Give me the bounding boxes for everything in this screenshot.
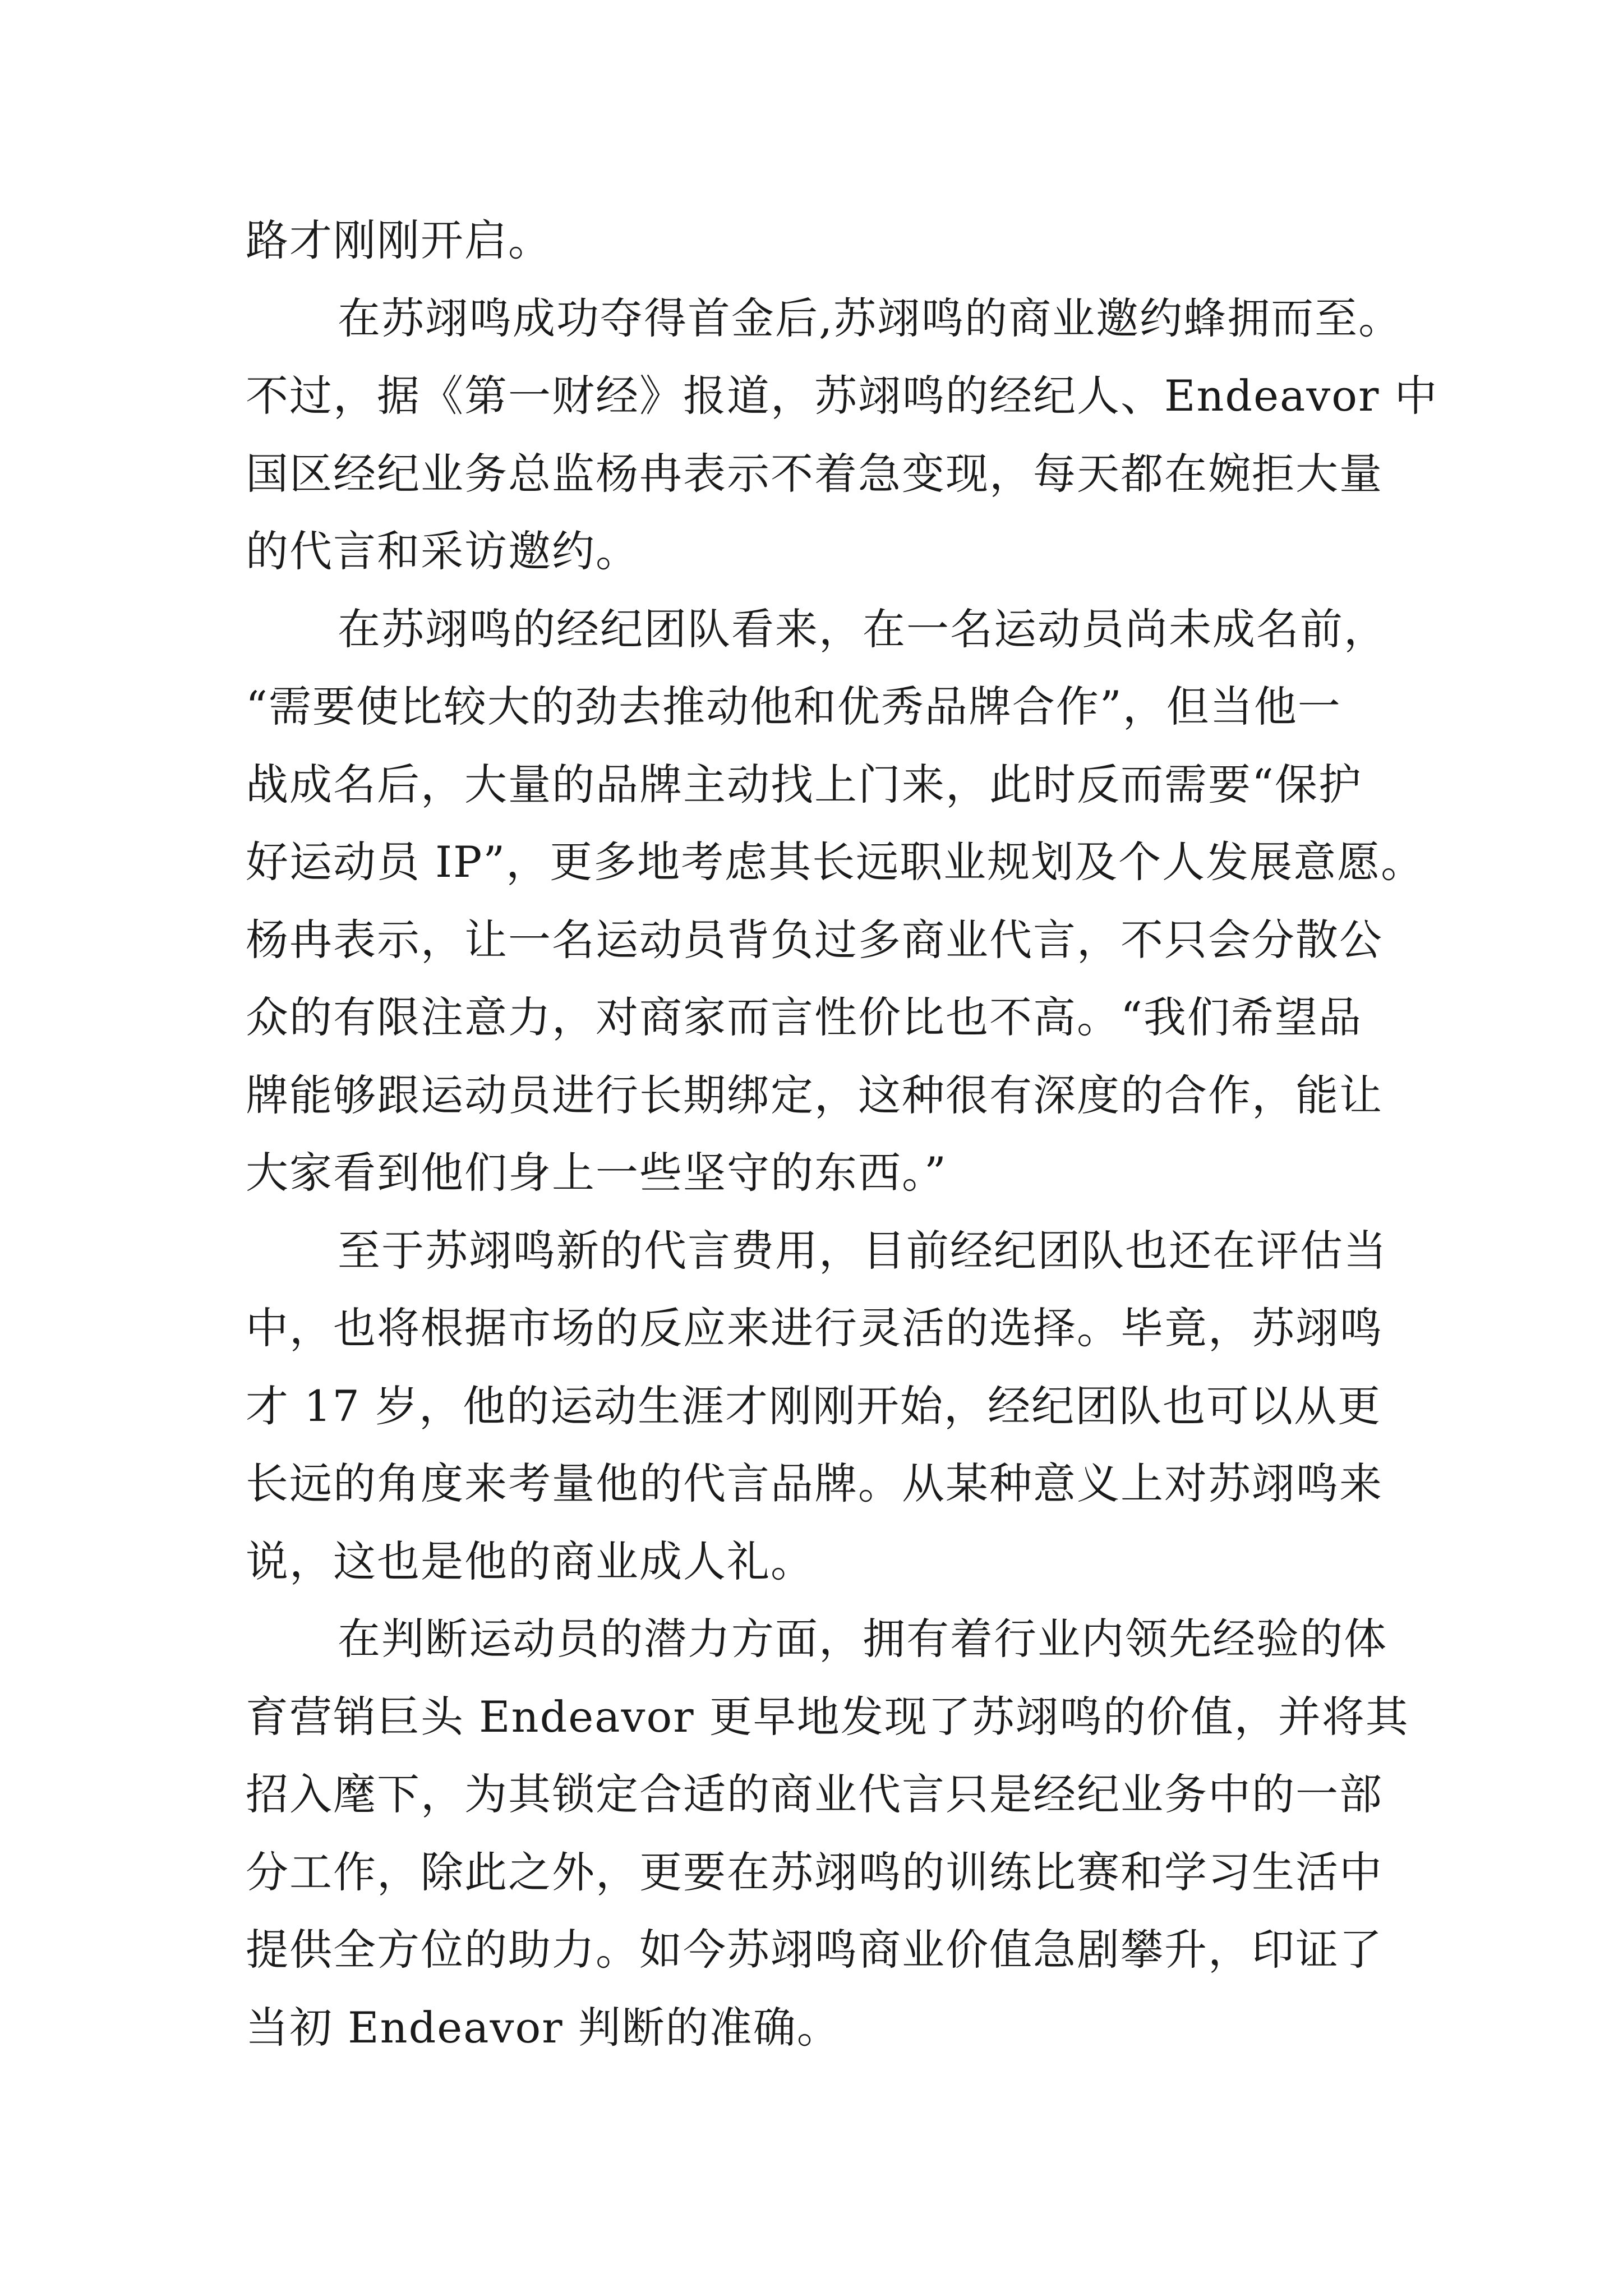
paragraph-endeavor-judgment <box>246 1600 1409 2067</box>
text-line: 战成名后，大量的品牌主动找上门来，此时反而需要“保护 <box>246 759 1362 809</box>
text-line: “需要使比较大的劲去推动他和优秀品牌合作”，但当他一 <box>246 682 1341 731</box>
paragraph-commercial-offers <box>246 280 1438 591</box>
text-line: 说，这也是他的商业成人礼。 <box>246 1536 814 1586</box>
text-line: 不过，据《第一财经》报道，苏翊鸣的经纪人、Endeavor 中 <box>246 371 1438 421</box>
text-line: 好运动员 IP”，更多地考虑其长远职业规划及个人发展意愿。 <box>246 837 1425 887</box>
text-line: 在苏翊鸣的经纪团队看来，在一名运动员尚未成名前， <box>338 604 1387 654</box>
text-line: 招入麾下，为其锁定合适的商业代言只是经纪业务中的一部 <box>246 1769 1383 1819</box>
text-line: 在判断运动员的潜力方面，拥有着行业内领先经验的体 <box>338 1614 1387 1664</box>
text-line: 在苏翊鸣成功夺得首金后,苏翊鸣的商业邀约蜂拥而至。 <box>338 293 1403 343</box>
text-line: 国区经纪业务总监杨冉表示不着急变现，每天都在婉拒大量 <box>246 448 1383 499</box>
text-line: 众的有限注意力，对商家而言性价比也不高。“我们希望品 <box>246 992 1362 1042</box>
text-line: 牌能够跟运动员进行长期绑定，这种很有深度的合作，能让 <box>246 1070 1383 1120</box>
text-line: 的代言和采访邀约。 <box>246 526 639 576</box>
text-line: 分工作，除此之外，更要在苏翊鸣的训练比赛和学习生活中 <box>246 1847 1383 1897</box>
text-line: 才 17 岁，他的运动生涯才刚刚开始，经纪团队也可以从更 <box>246 1381 1382 1431</box>
text-line: 长远的角度来考量他的代言品牌。从某种意义上对苏翊鸣来 <box>246 1458 1383 1508</box>
text-line: 育营销巨头 Endeavor 更早地发现了苏翊鸣的价值，并将其 <box>246 1691 1409 1742</box>
body-text <box>246 202 1438 2067</box>
text-line: 提供全方位的助力。如今苏翊鸣商业价值急剧攀升，印证了 <box>246 1925 1383 1975</box>
text-line: 大家看到他们身上一些坚守的东西。” <box>246 1148 947 1198</box>
text-line: 路才刚刚开启。 <box>246 215 552 265</box>
text-line: 当初 Endeavor 判断的准确。 <box>246 2002 841 2053</box>
paragraph-endorsement-fees <box>246 1212 1390 1601</box>
text-line: 至于苏翊鸣新的代言费用，目前经纪团队也还在评估当 <box>338 1225 1387 1276</box>
paragraph-continuation <box>246 202 1390 280</box>
text-line: 杨冉表示，让一名运动员背负过多商业代言，不只会分散公 <box>246 914 1383 965</box>
paragraph-agency-view <box>246 591 1425 1212</box>
text-line: 中，也将根据市场的反应来进行灵活的选择。毕竟，苏翊鸣 <box>246 1303 1383 1353</box>
